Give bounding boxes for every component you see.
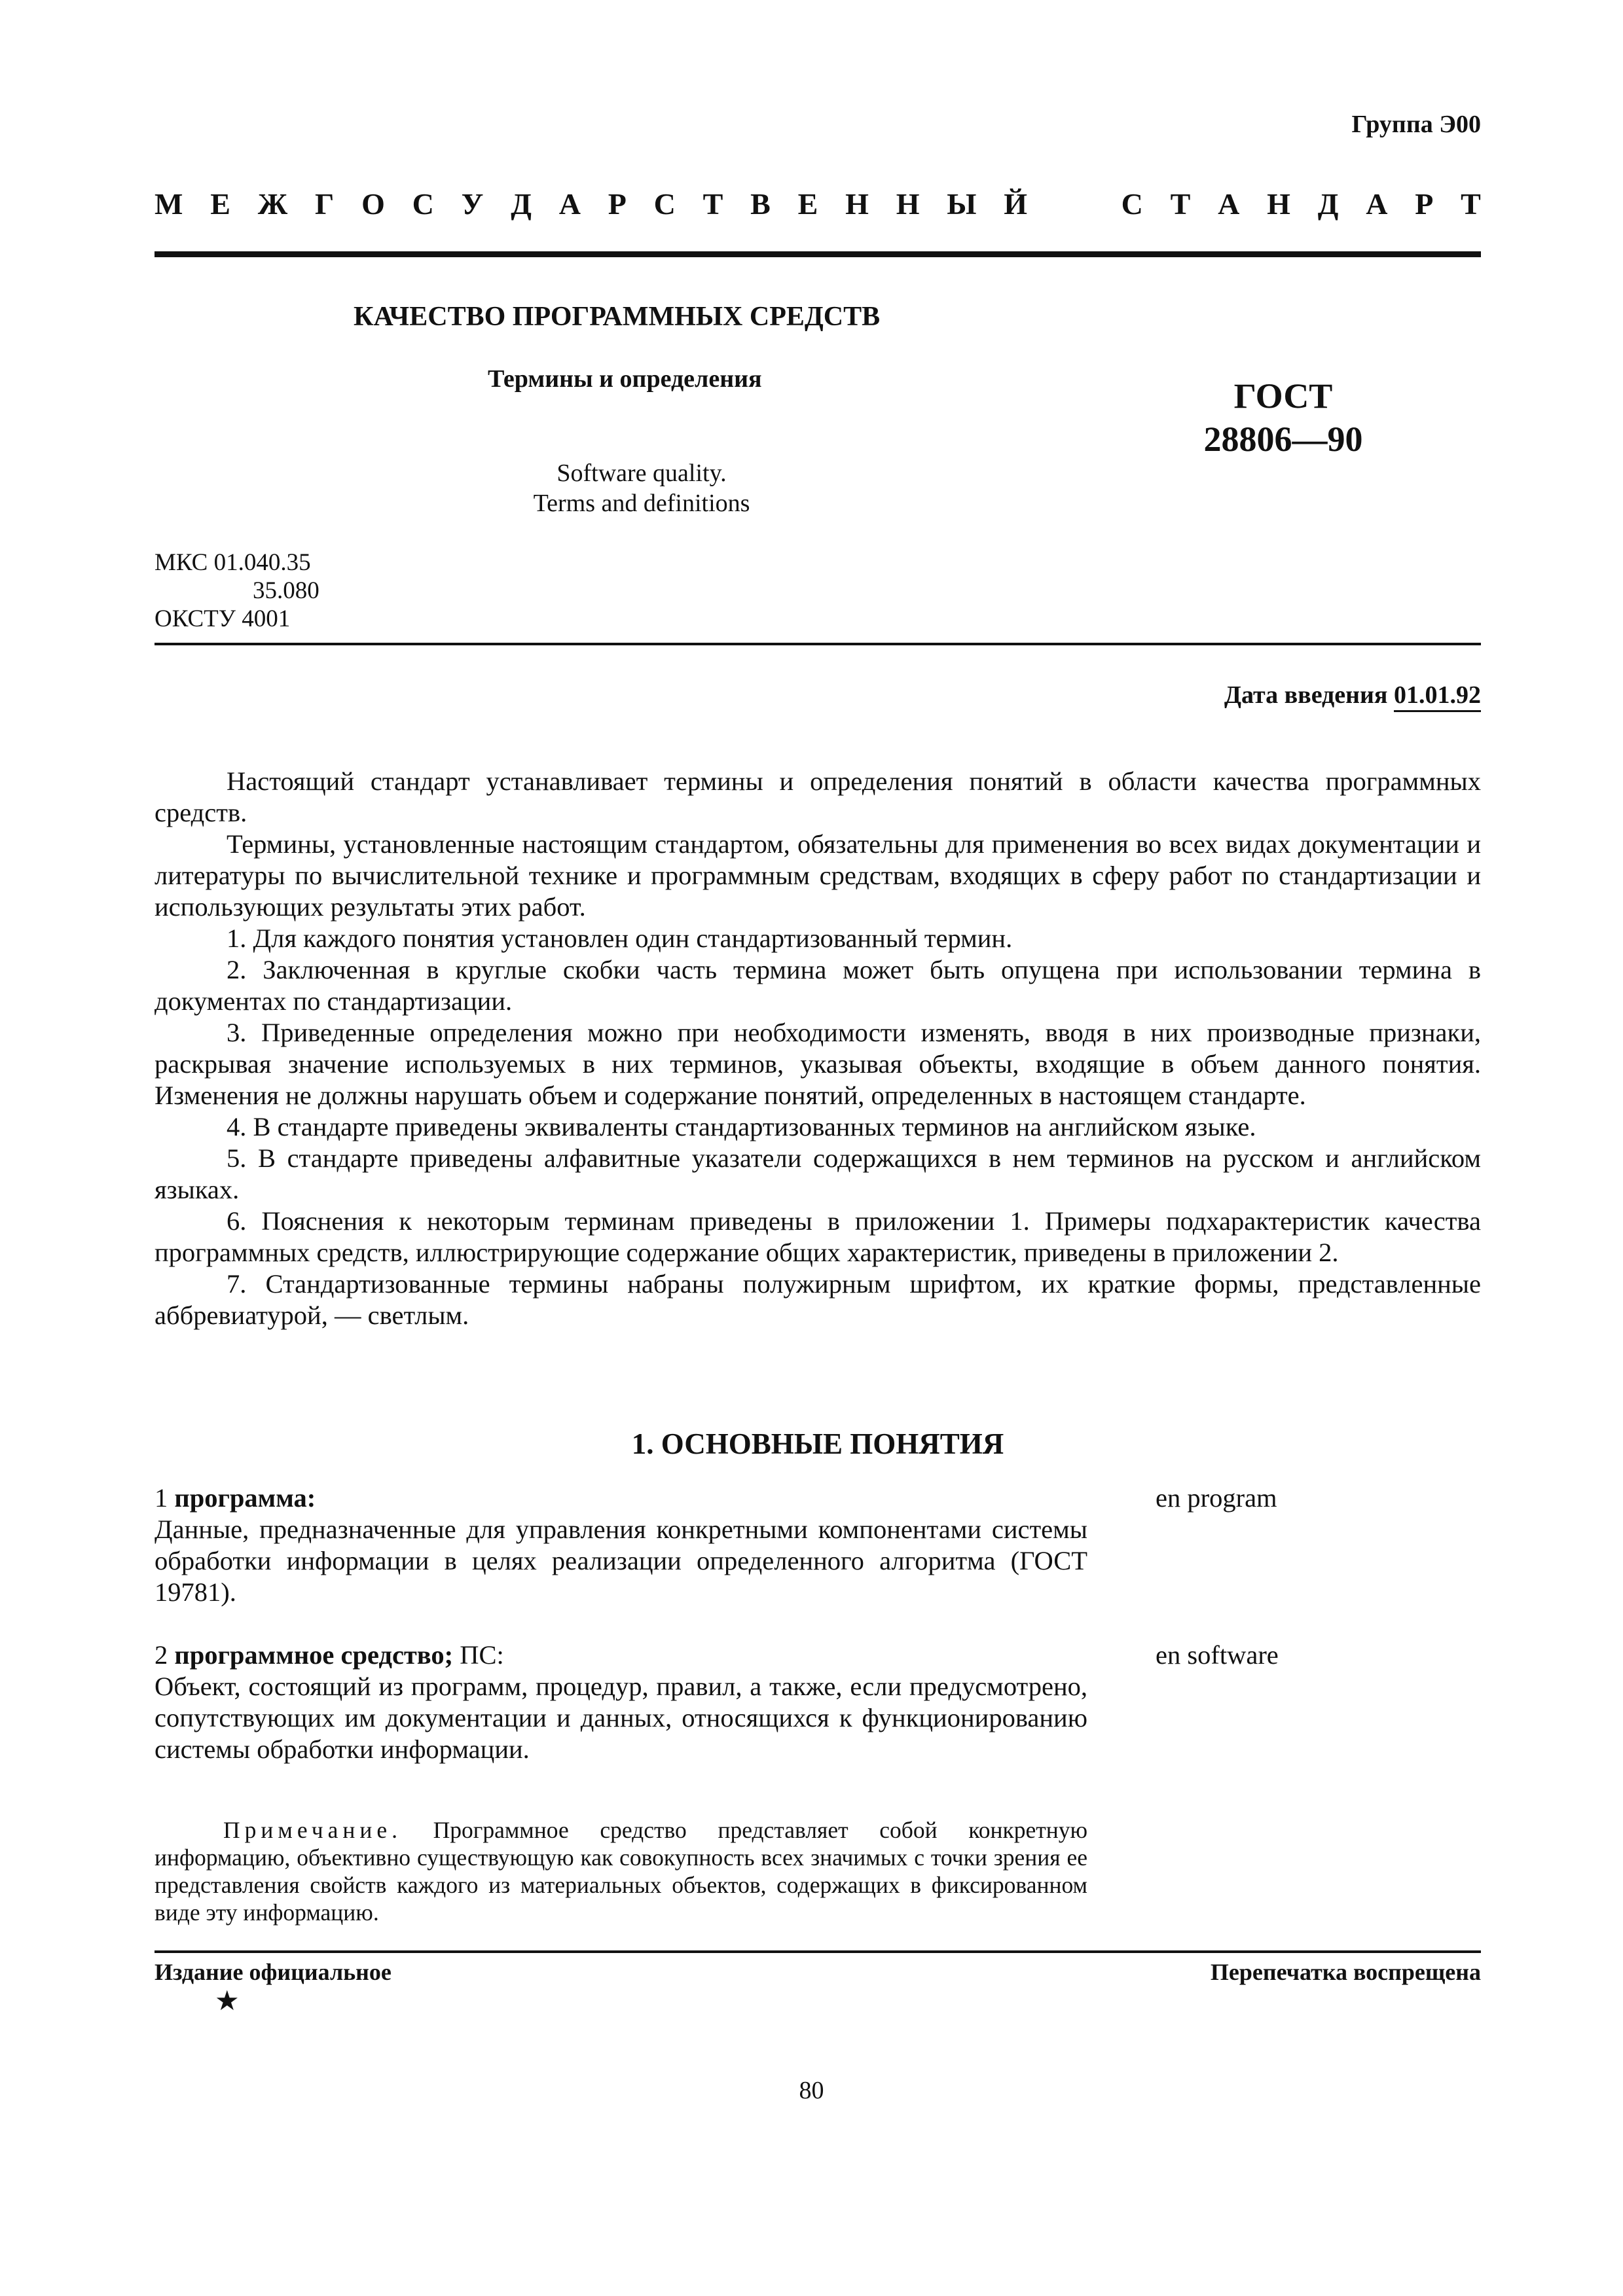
codes-rule — [155, 643, 1481, 645]
page-number: 80 — [799, 2077, 824, 2104]
header-rule — [155, 251, 1481, 257]
interstate-standard-heading — [155, 187, 1481, 221]
term-definition: Данные, предназначенные для управления конкретными компонентами системы обработки информации в целях реализации определенного алгоритма (ГОСТ 19781). — [155, 1515, 1087, 1607]
note-label: Примечание. — [223, 1817, 402, 1843]
paragraph: 6. Пояснения к некоторым терминам приведены в приложении 1. Примеры подхарактеристик качества программных средств, иллюстрирующие содержание общих характеристик, приведены в приложении 2. — [155, 1206, 1481, 1267]
heading-letter: Т — [1170, 187, 1191, 221]
heading-letter: В — [750, 187, 771, 221]
heading-letter: Г — [314, 187, 335, 221]
term-english-equivalent: en program — [1156, 1483, 1277, 1513]
paragraph: 4. В стандарте приведены эквиваленты стандартизованных терминов на английском языке. — [227, 1112, 1256, 1141]
paragraph: 1. Для каждого понятия установлен один стандартизованный термин. — [227, 924, 1013, 953]
paragraph: 5. В стандарте приведены алфавитные указатели содержащихся в нем терминов на русском и английском языках. — [155, 1143, 1481, 1204]
heading-letter: С — [1121, 187, 1143, 221]
introduction-date-value: 01.01.92 — [1394, 681, 1481, 712]
section-title: 1. ОСНОВНЫЕ ПОНЯТИЯ — [631, 1427, 1004, 1460]
body-text — [155, 766, 1481, 1331]
heading-letter: С — [653, 187, 676, 221]
term-heading — [155, 1640, 1087, 1671]
group-label: Группа Э00 — [1351, 111, 1481, 138]
heading-letter: Р — [608, 187, 627, 221]
heading-letter: Ы — [947, 187, 977, 221]
term-english-equivalent: en software — [1156, 1640, 1279, 1670]
official-edition-label: Издание официальное — [155, 1959, 392, 1985]
gost-number: 28806—90 — [1203, 420, 1363, 459]
heading-letter: А — [1366, 187, 1388, 221]
heading-letter: С — [412, 187, 434, 221]
english-title-line-2: Terms and definitions — [533, 490, 750, 517]
heading-letter: Н — [845, 187, 869, 221]
term-name: программное средство; — [174, 1640, 454, 1670]
term-abbreviation: ПС: — [460, 1640, 504, 1670]
heading-letter: Ж — [257, 187, 288, 221]
paragraph: Настоящий стандарт устанавливает термины и определения понятий в области качества программных средств. — [155, 766, 1481, 827]
heading-letter: Й — [1004, 187, 1028, 221]
introduction-date-label: Дата введения — [1224, 681, 1388, 709]
introduction-date — [1224, 681, 1481, 709]
reprint-prohibited-label: Перепечатка воспрещена — [1210, 1959, 1481, 1985]
note-body — [155, 1816, 1087, 1926]
gost-label: ГОСТ — [1233, 376, 1333, 416]
heading-letter: Н — [1267, 187, 1290, 221]
heading-letter: У — [461, 187, 484, 221]
classification-codes — [155, 548, 319, 633]
heading-letter: А — [1218, 187, 1240, 221]
term-heading — [155, 1482, 1087, 1514]
document-subtitle: Термины и определения — [488, 365, 762, 393]
term-number: 2 — [155, 1640, 168, 1670]
paragraph: Термины, установленные настоящим стандартом, обязательны для применения во всех видах документации и литературы по вычислительной технике и программным средствам, входящих в сферу работ по стандартизации и использующих результаты этих работ. — [155, 829, 1481, 922]
star-icon: ★ — [215, 1986, 240, 2017]
heading-letter: Р — [1415, 187, 1434, 221]
paragraph: 2. Заключенная в круглые скобки часть термина может быть опущена при использовании термина в документах по стандартизации. — [155, 955, 1481, 1016]
footer-rule — [155, 1950, 1481, 1953]
mks-code-secondary: 35.080 — [253, 577, 319, 604]
heading-letter: Е — [210, 187, 230, 221]
mks-code: МКС 01.040.35 — [155, 549, 311, 576]
heading-letter: Т — [702, 187, 723, 221]
heading-letter: Д — [511, 187, 532, 221]
english-title-line-1: Software quality. — [556, 459, 727, 487]
heading-letter: А — [558, 187, 581, 221]
heading-letter: Н — [896, 187, 920, 221]
term-definition: Объект, состоящий из программ, процедур, правил, а также, если предусмотрено, сопутствующих им документации и данных, относящихся к функционированию системы обработки информации. — [155, 1672, 1087, 1764]
paragraph: 7. Стандартизованные термины набраны полужирным шрифтом, их краткие формы, представленные аббревиатурой, — светлым. — [155, 1269, 1481, 1330]
okstu-code: ОКСТУ 4001 — [155, 605, 291, 632]
heading-letter: Т — [1461, 187, 1481, 221]
heading-word-gap — [1055, 187, 1094, 221]
paragraph: 3. Приведенные определения можно при необходимости изменять, вводя в них производные признаки, раскрывая значение используемых в них терминов, указывая объекты, входящие в объем данного понятия. Изменения не должны нарушать объем и содержание понятий, определенных в настоящем стандарте. — [155, 1018, 1481, 1110]
heading-letter: Д — [1317, 187, 1339, 221]
term-entry — [155, 1482, 1087, 1608]
term-number: 1 — [155, 1483, 168, 1513]
term-entry — [155, 1640, 1087, 1765]
note-text: Программное средство представляет собой конкретную информацию, объективно существующую как совокупность всех значимых с точки зрения ее представления свойств каждого из материальных объектов, содержащих в фиксированном виде эту информацию. — [155, 1817, 1087, 1926]
note — [155, 1816, 1087, 1926]
heading-letter: М — [155, 187, 183, 221]
english-title — [458, 458, 825, 518]
term-name: программа: — [174, 1483, 316, 1513]
document-title: КАЧЕСТВО ПРОГРАММНЫХ СРЕДСТВ — [354, 302, 881, 332]
heading-letter: Е — [797, 187, 818, 221]
gost-designation — [1178, 374, 1388, 461]
heading-letter: О — [361, 187, 385, 221]
